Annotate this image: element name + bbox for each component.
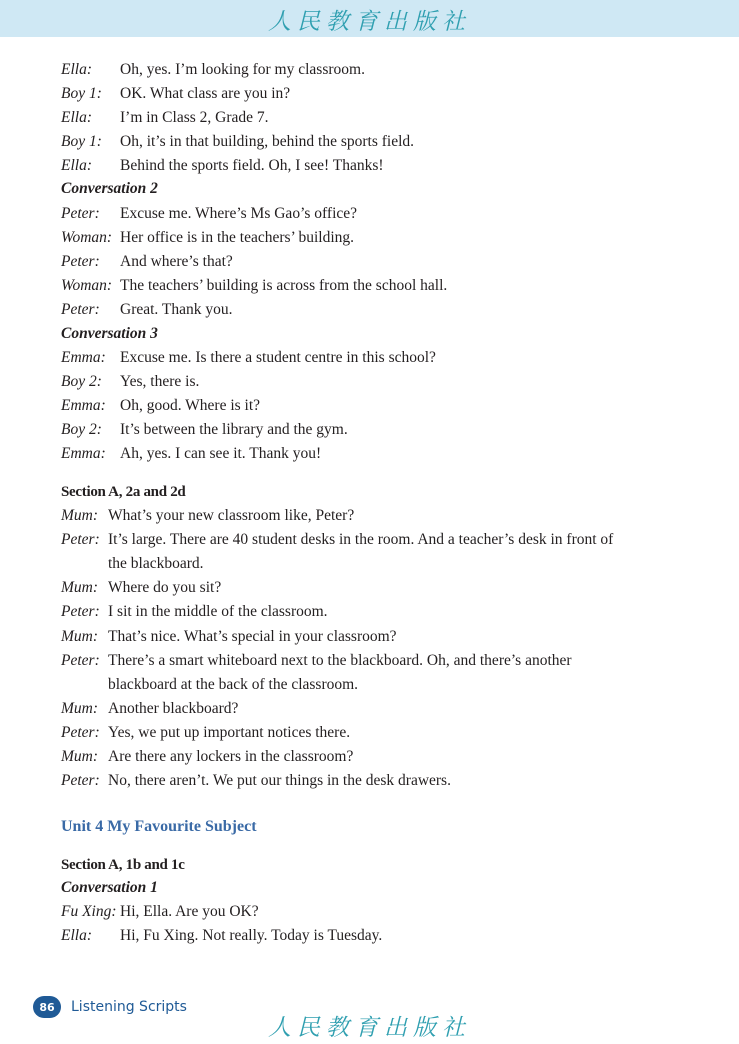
dialogue-text: Ah, yes. I can see it. Thank you!	[120, 445, 322, 463]
dialogue-text: Behind the sports field. Oh, I see! Thanks!	[120, 157, 384, 175]
dialogue-text: Another blackboard?	[108, 699, 239, 717]
dialogue-text: I sit in the middle of the classroom.	[108, 603, 328, 621]
dialogue-text: Her office is in the teachers’ building.	[120, 229, 354, 247]
section-1b-heading: Section A, 1b and 1c	[61, 857, 185, 873]
speaker-label: Mum:	[61, 699, 99, 717]
dialogue-text: Hi, Fu Xing. Not really. Today is Tuesday.	[120, 927, 383, 945]
dialogue-text: Oh, yes. I’m looking for my classroom.	[120, 61, 365, 78]
speaker-label: Peter:	[61, 301, 100, 319]
speaker-label: Woman:	[61, 229, 113, 247]
dialogue-text: the blackboard.	[108, 555, 204, 573]
dialogue-text: Great. Thank you.	[120, 301, 233, 319]
dialogue-text: blackboard at the back of the classroom.	[108, 675, 359, 693]
dialogue-text: And where’s that?	[120, 253, 233, 271]
speaker-label: Ella:	[61, 157, 92, 175]
dialogue-text: Where do you sit?	[108, 579, 222, 597]
dialogue-text: Are there any lockers in the classroom?	[108, 748, 354, 765]
speaker-label: Peter:	[61, 531, 100, 549]
speaker-label: Emma:	[61, 445, 106, 463]
dialogue-text: Yes, we put up important notices there.	[108, 723, 351, 741]
conversation-1-heading: Conversation 1	[61, 879, 158, 896]
dialogue-text: It’s between the library and the gym.	[120, 421, 348, 439]
dialogue-text: I’m in Class 2, Grade 7.	[120, 109, 269, 127]
speaker-label: Peter:	[61, 253, 100, 271]
page-number: 86	[33, 996, 61, 1018]
publisher-logo: 人民教育出版社	[268, 9, 471, 35]
dialogue-text: Excuse me. Is there a student centre in this school?	[120, 349, 436, 366]
publisher-logo-bottom: 人民教育出版社	[268, 1015, 471, 1041]
speaker-label: Mum:	[61, 627, 99, 645]
dialogue-text: Oh, good. Where is it?	[120, 397, 261, 415]
speaker-label: Boy 1:	[61, 85, 102, 103]
speaker-label: Fu Xing:	[61, 903, 117, 920]
top-banner	[0, 0, 739, 37]
speaker-label: Boy 2:	[61, 373, 102, 391]
speaker-label: Ella:	[61, 109, 92, 127]
speaker-label: Emma:	[61, 349, 106, 366]
dialogue-text: OK. What class are you in?	[120, 85, 291, 103]
dialogue-text: No, there aren’t. We put our things in the desk drawers.	[108, 772, 451, 790]
speaker-label: Peter:	[61, 651, 100, 669]
speaker-label: Woman:	[61, 277, 113, 295]
speaker-label: Peter:	[61, 772, 100, 790]
dialogue-text: Oh, it’s in that building, behind the sports field.	[120, 133, 415, 151]
speaker-label: Peter:	[61, 723, 100, 741]
speaker-label: Emma:	[61, 397, 106, 415]
speaker-label: Peter:	[61, 205, 100, 222]
unit-title: Unit 4 My Favourite Subject	[61, 818, 257, 835]
dialogue-text: There’s a smart whiteboard next to the blackboard. Oh, and there’s another	[108, 651, 572, 669]
section-2a-heading: Section A, 2a and 2d	[61, 484, 186, 500]
speaker-label: Peter:	[61, 603, 100, 621]
dialogue-text: Hi, Ella. Are you OK?	[120, 903, 259, 920]
dialogue-text: What’s your new classroom like, Peter?	[108, 507, 355, 524]
page-footer	[33, 995, 187, 1019]
speaker-label: Ella:	[61, 927, 92, 945]
conversation-3-heading: Conversation 3	[61, 325, 158, 342]
speaker-label: Ella:	[61, 61, 92, 78]
dialogue-text: The teachers’ building is across from the school hall.	[120, 277, 448, 295]
speaker-label: Mum:	[61, 507, 99, 524]
dialogue-text: That’s nice. What’s special in your classroom?	[108, 627, 397, 645]
footer-label: Listening Scripts	[71, 999, 187, 1015]
speaker-label: Mum:	[61, 579, 99, 597]
dialogue-text: Yes, there is.	[120, 373, 200, 391]
speaker-label: Mum:	[61, 748, 99, 765]
dialogue-text: Excuse me. Where’s Ms Gao’s office?	[120, 205, 358, 222]
dialogue-text: It’s large. There are 40 student desks in the room. And a teacher’s desk in front of	[108, 531, 614, 549]
speaker-label: Boy 2:	[61, 421, 102, 439]
conversation-2-heading: Conversation 2	[61, 180, 158, 197]
speaker-label: Boy 1:	[61, 133, 102, 151]
